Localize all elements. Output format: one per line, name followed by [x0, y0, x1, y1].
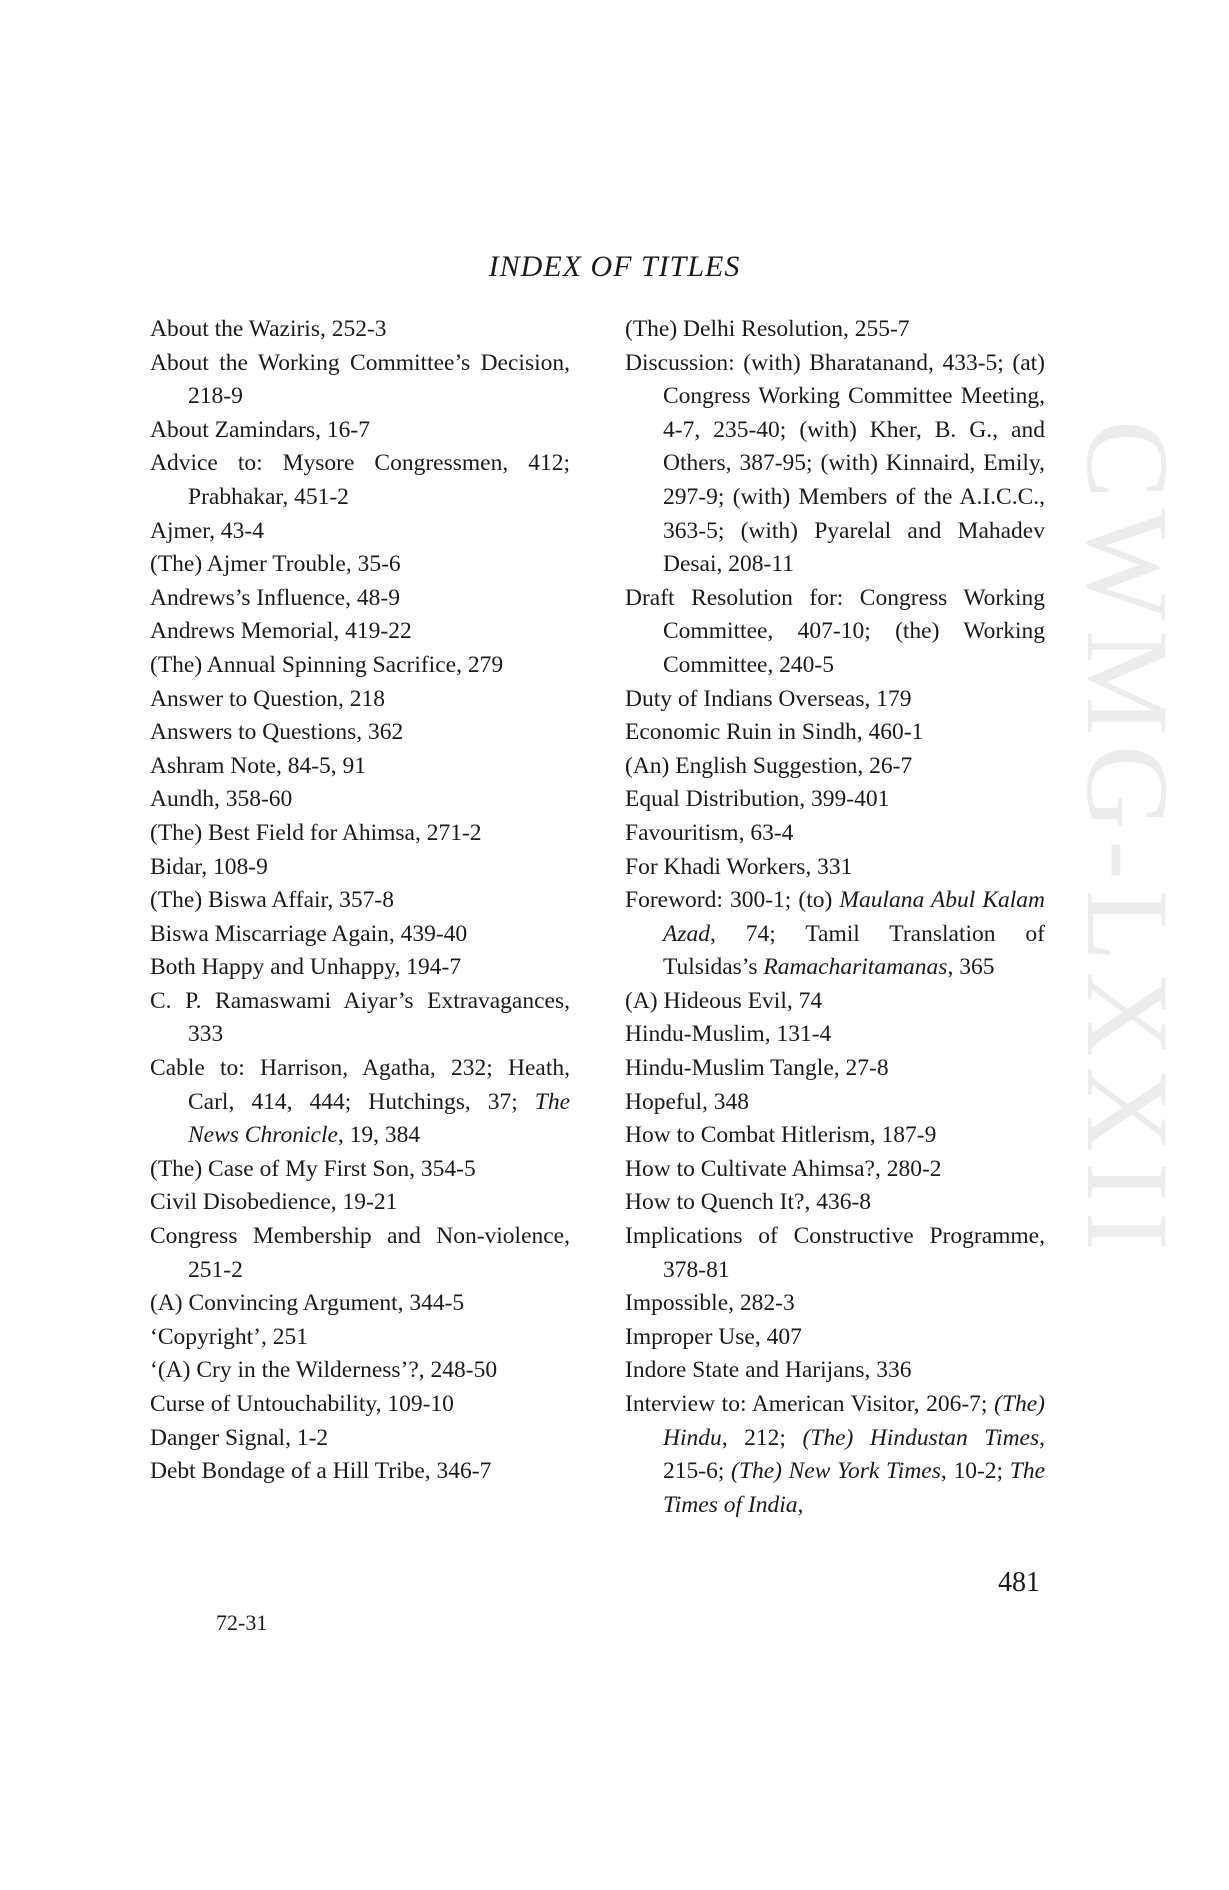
index-entry: Andrews Memorial, 419-22 — [150, 618, 412, 645]
index-entry: For Khadi Workers, 331 — [625, 853, 853, 880]
entry-italic-text: Ramacharitamanas — [763, 954, 948, 981]
entry-text: , 215-6; — [663, 1424, 1046, 1485]
index-entry: Answers to Questions, 362 — [150, 719, 404, 746]
index-entry: Discussion: (with) Bharatanand, 433-5; (at) Congress Working Committee Meeting, 4-7, 235-40; (with) Kher, B. G., and Others, 387-95; (with) Kinnaird, Emily, 297-9; (with) Members of the A.I.C.C., 363-5; (with) Pyarelal and Mahadev Desai, 208-11 — [625, 349, 1045, 578]
page-title: INDEX OF TITLES — [488, 250, 741, 283]
index-entry: Equal Distribution, 399-401 — [625, 786, 890, 813]
index-entry: (A) Hideous Evil, 74 — [625, 987, 823, 1014]
index-entry — [625, 884, 1045, 985]
index-entry: About Zamindars, 16-7 — [150, 416, 370, 443]
index-entry: (The) Delhi Resolution, 255-7 — [625, 316, 910, 342]
index-entry: Civil Disobedience, 19-21 — [150, 1189, 398, 1216]
entry-text: Foreword: 300-1; (to) — [625, 887, 833, 914]
entry-text: Cable to: Harrison, Agatha, 232; Heath, Carl, 414, 444; Hutchings, 37; — [150, 1055, 570, 1115]
index-entry: Congress Membership and Non-violence, 251-2 — [150, 1223, 570, 1283]
index-entry: How to Quench It?, 436-8 — [625, 1189, 872, 1216]
index-entry: Aundh, 358-60 — [150, 786, 293, 813]
index-entry: Duty of Indians Overseas, 179 — [625, 685, 912, 712]
index-entry: (The) Biswa Affair, 357-8 — [150, 887, 395, 914]
index-entry — [150, 1052, 570, 1153]
index-entry: Answer to Question, 218 — [150, 685, 385, 712]
index-entry: Ajmer, 43-4 — [150, 517, 264, 544]
index-entry: Ashram Note, 84-5, 91 — [150, 752, 367, 779]
index-entry — [625, 1388, 1045, 1522]
left-column — [150, 313, 570, 1489]
entry-italic-text: The Times of India — [663, 1458, 1045, 1518]
index-entry: Favouritism, 63-4 — [625, 819, 794, 846]
index-entry: C. P. Ramaswami Aiyar’s Extravagances, 333 — [150, 987, 570, 1048]
index-entry: Danger Signal, 1-2 — [150, 1424, 329, 1451]
index-entry: (A) Convincing Argument, 344-5 — [150, 1290, 465, 1317]
index-entry: About the Working Committee’s Decision, 218-9 — [150, 349, 570, 410]
index-entry: (The) Best Field for Ahimsa, 271-2 — [150, 819, 482, 846]
watermark — [1062, 420, 1192, 1470]
entry-italic-text: The News Chronicle, — [188, 1088, 570, 1149]
index-entry: (An) English Suggestion, 26-7 — [625, 752, 913, 779]
index-entry: About the Waziris, 252-3 — [150, 316, 387, 342]
entry-italic-text: Maulana Abul Kalam Azad — [663, 887, 1045, 947]
index-entry: Hopeful, 348 — [625, 1088, 750, 1115]
entry-text: , 74; Tamil Translation of Tulsidas’s — [663, 920, 1045, 981]
index-entry: How to Combat Hitlerism, 187-9 — [625, 1122, 937, 1149]
index-entry: Debt Bondage of a Hill Tribe, 346-7 — [150, 1458, 492, 1485]
index-entry: Curse of Untouchability, 109-10 — [150, 1391, 454, 1417]
index-entry: Biswa Miscarriage Again, 439-40 — [150, 920, 468, 947]
printer-signature: 72-31 — [216, 1610, 268, 1635]
index-entry: ‘Copyright’, 251 — [150, 1323, 308, 1350]
index-entry: Improper Use, 407 — [625, 1323, 802, 1350]
index-entry: Andrews’s Influence, 48-9 — [150, 584, 400, 611]
watermark-text: CWMG-LXXII — [1062, 420, 1193, 1261]
index-entry: Both Happy and Unhappy, 194-7 — [150, 954, 462, 981]
index-entry: Indore State and Harijans, 336 — [625, 1357, 912, 1384]
index-entry: (The) Case of My First Son, 354-5 — [150, 1155, 476, 1182]
index-entry: (The) Annual Spinning Sacrifice, 279 — [150, 651, 504, 678]
entry-text: , — [797, 1491, 804, 1518]
index-entry: Impossible, 282-3 — [625, 1290, 795, 1317]
index-entry: ‘(A) Cry in the Wilderness’?, 248-50 — [150, 1357, 498, 1384]
entry-italic-text: (The) Hindu — [663, 1391, 1046, 1451]
index-entry: Draft Resolution for: Congress Working Committee, 407-10; (the) Working Committee, 240-5 — [625, 584, 1045, 678]
index-entry: Hindu-Muslim, 131-4 — [625, 1021, 832, 1048]
entry-italic-text: (The) New York Times — [731, 1458, 941, 1485]
entry-text: Interview to: American Visitor, 206-7; — [625, 1391, 988, 1417]
index-entry: Advice to: Mysore Congressmen, 412; Prabhakar, 451-2 — [150, 450, 570, 510]
entry-italic-text: (The) Hindustan Times — [802, 1424, 1040, 1451]
entry-text: , 365 — [947, 954, 995, 981]
index-entry: Economic Ruin in Sindh, 460-1 — [625, 719, 924, 746]
entry-text: , 212; — [721, 1424, 786, 1451]
index-entry: (The) Ajmer Trouble, 35-6 — [150, 551, 401, 578]
index-entry: How to Cultivate Ahimsa?, 280-2 — [625, 1155, 942, 1182]
index-entry: Hindu-Muslim Tangle, 27-8 — [625, 1055, 889, 1082]
index-entry: Bidar, 108-9 — [150, 853, 268, 880]
entry-text: , 10-2; — [940, 1458, 1004, 1485]
entry-text: 19, 384 — [349, 1122, 421, 1149]
right-column — [625, 313, 1045, 1522]
page-number: 481 — [998, 1567, 1040, 1598]
index-entry: Implications of Constructive Programme, 378-81 — [625, 1223, 1045, 1283]
